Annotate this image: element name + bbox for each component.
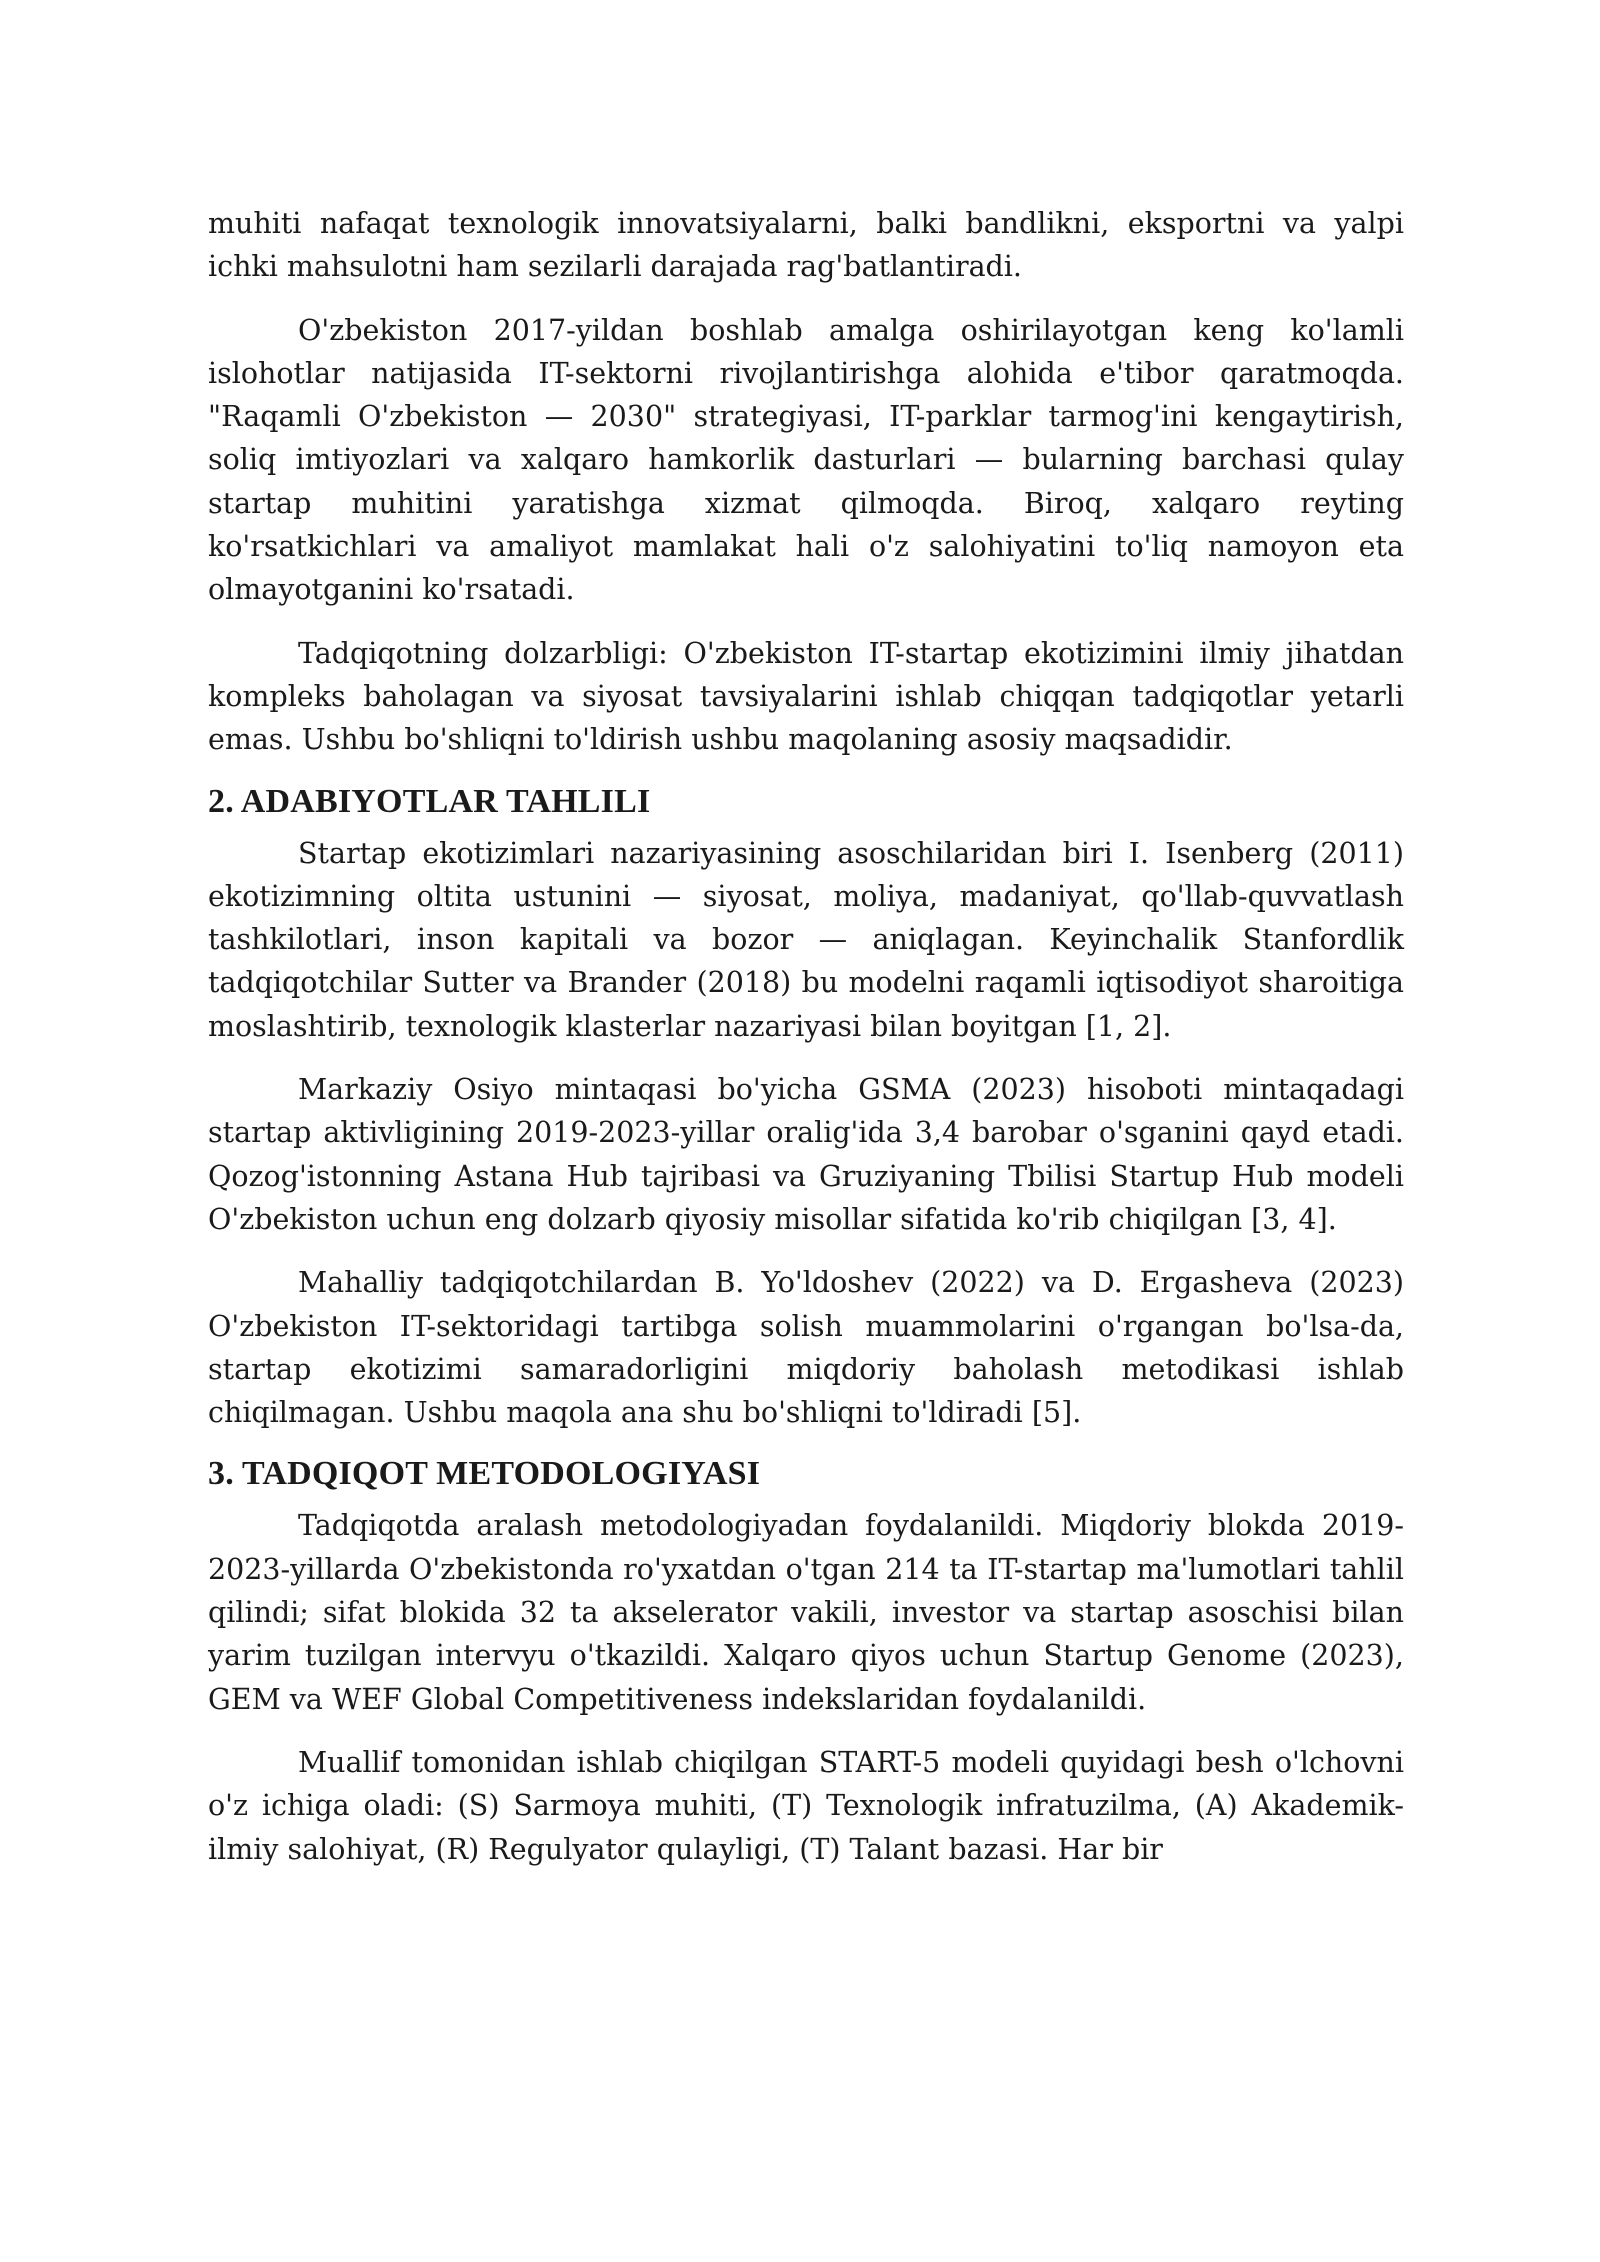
paragraph: O'zbekiston 2017-yildan boshlab amalga oshirilayotgan keng ko'lamli islohotlar natijasida IT-sektorni rivojlantirishga alohida e'tibor qaratmoqda. "Raqamli O'zbekiston — 2030" strategiyasi, IT-parklar tarmog'ini kengaytirish, soliq imtiyozlari va xalqaro hamkorlik dasturlari — bularning barchasi qulay startap muhitini yaratishga xizmat qilmoqda. Biroq, xalqaro reyting ko'rsatkichlari va amaliyot mamlakat hali o'z salohiyatini to'liq namoyon eta olmayotganini ko'rsatadi.: [208, 313, 1404, 607]
paragraph: Muallif tomonidan ishlab chiqilgan START-5 modeli quyidagi besh o'lchovni o'z ichiga oladi: (S) Sarmoya muhiti, (T) Texnologik infratuzilma, (A) Akademik-ilmiy salohiyat, (R) Regulyator qulayligi, (T) Talant bazasi. Har bir: [208, 1745, 1404, 1866]
paragraph: muhiti nafaqat texnologik innovatsiyalarni, balki bandlikni, eksportni va yalpi ichki mahsulotni ham sezilarli darajada rag'batlantiradi.: [208, 207, 1404, 284]
paragraph: Startap ekotizimlari nazariyasining asoschilaridan biri I. Isenberg (2011) ekotizimning oltita ustunini — siyosat, moliya, madaniyat, qo'llab-quvvatlash tashkilotlari, inson kapitali va bozor — aniqlagan. Keyinchalik Stanfordlik tadqiqotchilar Sutter va Brander (2018) bu modelni raqamli iqtisodiyot sharoitiga moslashtirib, texnologik klasterlar nazariyasi bilan boyitgan [1, 2].: [208, 836, 1404, 1043]
paragraph: Tadqiqotning dolzarbligi: O'zbekiston IT-startap ekotizimini ilmiy jihatdan kompleks baholagan va siyosat tavsiyalarini ishlab chiqqan tadqiqotlar yetarli emas. Ushbu bo'shliqni to'ldirish ushbu maqolaning asosiy maqsadidir.: [208, 636, 1404, 757]
paragraph: Mahalliy tadqiqotchilardan B. Yo'ldoshev (2022) va D. Ergasheva (2023) O'zbekiston IT-sektoridagi tartibga solish muammolarini o'rgangan bo'lsa-da, startap ekotizimi samaradorligini miqdoriy baholash metodikasi ishlab chiqilmagan. Ushbu maqola ana shu bo'shliqni to'ldiradi [5].: [208, 1266, 1404, 1430]
paragraph: Tadqiqotda aralash metodologiyadan foydalanildi. Miqdoriy blokda 2019-2023-yillarda O'zbekistonda ro'yxatdan o'tgan 214 ta IT-startap ma'lumotlari tahlil qilindi; sifat blokida 32 ta akselerator vakili, investor va startap asoschisi bilan yarim tuzilgan intervyu o'tkazildi. Xalqaro qiyos uchun Startup Genome (2023), GEM va WEF Global Competitiveness indekslaridan foydalanildi.: [208, 1509, 1404, 1716]
section-heading: 3. TADQIQOT METODOLOGIYASI: [208, 1455, 761, 1493]
paragraph: Markaziy Osiyo mintaqasi bo'yicha GSMA (2023) hisoboti mintaqadagi startap aktivligining 2019-2023-yillar oralig'ida 3,4 barobar o'sganini qayd etadi. Qozog'istonning Astana Hub tajribasi va Gruziyaning Tbilisi Startup Hub modeli O'zbekiston uchun eng dolzarb qiyosiy misollar sifatida ko'rib chiqilgan [3, 4].: [208, 1073, 1404, 1236]
document-page: [208, 202, 1404, 1891]
section-heading: 2. ADABIYOTLAR TAHLILI: [208, 782, 651, 820]
